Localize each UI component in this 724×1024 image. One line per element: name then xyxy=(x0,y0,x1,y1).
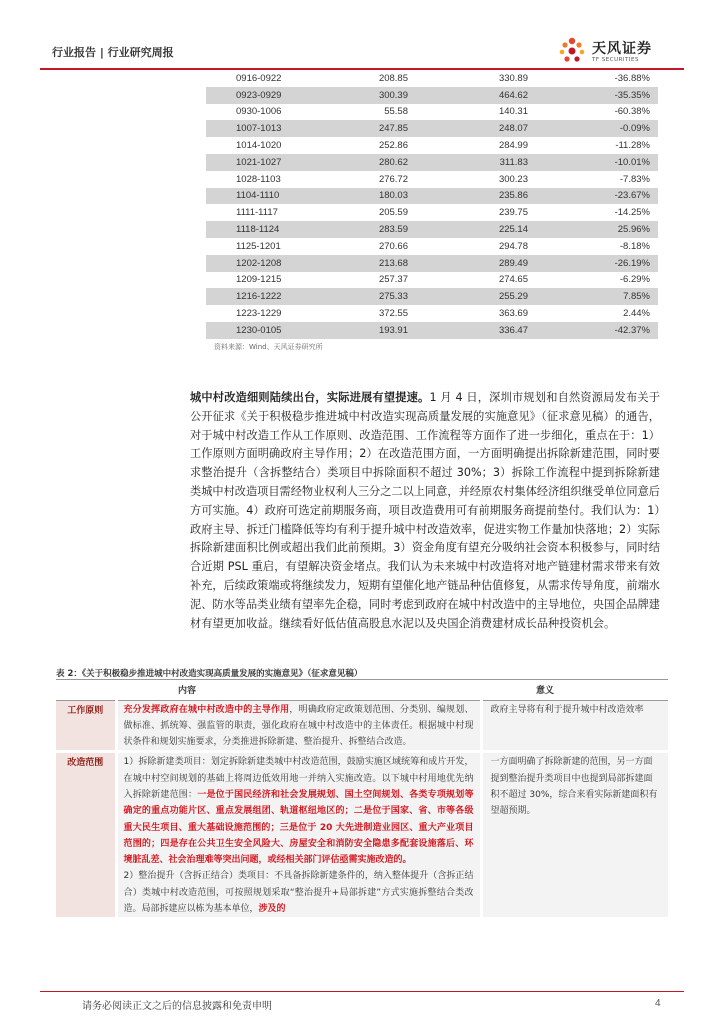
table-cell: 276.72 xyxy=(378,173,408,185)
table-cell: 300.23 xyxy=(498,173,528,185)
table-cell: 239.75 xyxy=(498,207,528,219)
table-row xyxy=(206,288,658,305)
table-cell: 1111-1117 xyxy=(236,207,278,219)
table-cell: 0916-0922 xyxy=(236,72,282,84)
table-cell: 1028-1103 xyxy=(236,173,281,185)
table-cell: 257.37 xyxy=(378,274,408,286)
table-row xyxy=(206,137,658,154)
footer-disclaimer: 请务必阅读正文之后的信息披露和免责申明 xyxy=(82,1001,272,1012)
table-cell: -35.35% xyxy=(528,87,658,104)
table-cell: 25.96% xyxy=(528,221,658,238)
table-cell: -14.25% xyxy=(614,207,650,219)
table-cell: 1118-1124 xyxy=(206,221,346,238)
table-cell: 280.62 xyxy=(346,154,408,171)
page-number: 4 xyxy=(655,998,661,1009)
table-cell: 1007-1013 xyxy=(206,120,346,137)
table-cell: -26.19% xyxy=(528,255,658,272)
table-cell: 330.89 xyxy=(498,72,528,84)
row-content xyxy=(116,700,481,752)
logo-text-cn: 天风证券 xyxy=(592,41,652,57)
table-row xyxy=(56,700,668,752)
table-row xyxy=(56,752,668,917)
table-cell: 2.44% xyxy=(623,308,650,320)
policy-table xyxy=(56,682,668,917)
table-cell: 1209-1215 xyxy=(236,274,282,286)
table-cell: -7.83% xyxy=(619,173,650,185)
page-header xyxy=(40,36,684,68)
table-row xyxy=(206,255,658,272)
table-cell: 255.29 xyxy=(408,288,528,305)
table-cell: 55.58 xyxy=(384,106,408,118)
content-highlight: 充分发挥政府在城中村改造中的主导作用 xyxy=(123,704,290,715)
row-meaning: 政府主导将有利于提升城中村改造效率 xyxy=(481,700,668,752)
table-cell: 0923-0929 xyxy=(206,87,346,104)
table2-header-meaning: 意义 xyxy=(481,682,668,700)
table-cell: 311.83 xyxy=(408,154,528,171)
table-cell: -36.88% xyxy=(614,72,650,84)
brand-logo xyxy=(534,36,674,68)
table-row xyxy=(206,305,658,322)
table2-caption: 表 2：《关于积极稳步推进城中村改造实现高质量发展的实施意见》（征求意见稿） xyxy=(56,669,363,679)
table-cell: -0.09% xyxy=(528,120,658,137)
table-cell: -60.38% xyxy=(614,106,650,118)
table-cell: 208.85 xyxy=(378,72,408,84)
table-row xyxy=(206,238,658,255)
table-cell: 248.07 xyxy=(408,120,528,137)
table-cell: 140.31 xyxy=(498,106,528,118)
table-cell: 270.66 xyxy=(378,240,408,252)
table-cell: 247.85 xyxy=(346,120,408,137)
table-row xyxy=(206,322,658,339)
table2-header-blank xyxy=(56,682,116,700)
table-cell: 252.86 xyxy=(378,140,408,152)
table-cell: -23.67% xyxy=(528,188,658,205)
table-cell: 205.59 xyxy=(378,207,408,219)
table-row xyxy=(206,70,658,87)
table-row xyxy=(206,87,658,104)
table-cell: 1125-1201 xyxy=(236,240,281,252)
table-cell: 1216-1222 xyxy=(206,288,346,305)
content-text: ，明确政府定政策划范围、分类别、编规划、做标准、抓统筹、强监管的职责，强化政府在城中村改造中的主体责任。根据城中村现状条件和规划实施要求，分类推进拆除新建、整治提升、拆整结合改造。 xyxy=(123,704,474,748)
table-row xyxy=(206,104,658,121)
table-cell: -6.29% xyxy=(619,274,650,286)
table-cell: -8.18% xyxy=(619,240,650,252)
table-cell: 294.78 xyxy=(498,240,528,252)
table-cell: 7.85% xyxy=(528,288,658,305)
table-cell: 1202-1208 xyxy=(206,255,346,272)
table-cell: 289.49 xyxy=(408,255,528,272)
table-cell: 213.68 xyxy=(346,255,408,272)
table2-header-content: 内容 xyxy=(116,682,481,700)
table-cell: 464.62 xyxy=(408,87,528,104)
content-highlight: 一是位于国民经济和社会发展规划、国土空间规划、各类专项规划等确定的重点功能片区、重点发展组团、轨道枢纽地区的；二是位于国家、省、市等各级重大民生项目、重大基础设施范围的；三是位于 20 大先进制造业园区、重大产业项目范围的；四是存在公共卫生安全风险大、房屋安全和消防安全隐患多配套设施落后、环境脏乱差、社会治理难等突出问题，或经相关部门评估亟需实施改造的。 xyxy=(123,789,474,866)
table-cell: 1021-1027 xyxy=(206,154,346,171)
table-cell: 284.99 xyxy=(498,140,528,152)
row-category: 改造范围 xyxy=(56,752,116,917)
table-row xyxy=(206,171,658,188)
content-text: 1）拆除新建类项目：划定拆除新建类城中村改造范围，鼓励实施区域统筹和成片开发，在城中村空间规划的基础上将周边低效用地一并纳入实施改造。以下城中村用地优先纳入拆除新建范围： xyxy=(123,757,474,800)
table-row xyxy=(206,204,658,221)
table-row xyxy=(206,188,658,205)
table-cell: 1223-1229 xyxy=(236,308,282,320)
table-cell: -11.28% xyxy=(615,140,650,152)
table-cell: 372.55 xyxy=(378,308,408,320)
table-cell: 1014-1020 xyxy=(236,140,282,152)
table-cell: 225.14 xyxy=(408,221,528,238)
table-cell: 283.59 xyxy=(346,221,408,238)
table-cell: 0930-1006 xyxy=(236,106,282,118)
row-category: 工作原则 xyxy=(56,700,116,752)
content-text: 2）整治提升（含拆正结合）类项目：不具备拆除新建条件的，纳入整体提升（含拆正结合）类城中村改造范围，可按照规划采取“整治提升+局部拆建”方式实施拆整结合类改造。局部拆建应以栋为基本单位， xyxy=(123,871,474,915)
table-cell: 235.86 xyxy=(408,188,528,205)
table-row xyxy=(206,221,658,238)
row-meaning: 一方面明确了拆除新建的范围，另一方面提到整治提升类项目中也提到局部拆建面积不超过 30%，综合来看实际新建面积有望超预期。 xyxy=(481,752,668,917)
table-cell: 193.91 xyxy=(346,322,408,339)
table-cell: 300.39 xyxy=(346,87,408,104)
analysis-paragraph xyxy=(190,389,660,633)
paragraph-body: 1 月 4 日，深圳市规划和自然资源局发布关于公开征求《关于积极稳步推进城中村改造实现高质量发展的实施意见》（征求意见稿）的通告，对于城中村改造工作从工作原则、改造范围、工作流程等方面作了进一步细化，重点在于：1）工作原则方面明确政府主导作用；2）在改造范围方面，一方面明确提出拆除新建范围，同时要求整治提升（含拆整结合）类项目中拆除面积不超过 30%；3）拆除工作流程中提到拆除新建类城中村改造项目需经物业权利人三分之二以上同意，并经原农村集体经济组织继受单位同意后方可实施。4）政府可选定前期服务商，项目改造费用可有前期服务商提前垫付。我们认为：1）政府主导、拆迁门槛降低等均有利于提升城中村改造效率，促进实物工作量加快落地；2）实际拆除新建面积比例或超出我们此前预期。3）资金角度有望充分吸纳社会资本积极参与，同时结合近期 PSL 重启，有望解决资金堵点。我们认为未来城中村改造将对地产链建材需求带来有效补充，后续政策端或将继续发力，短期有望催化地产链品种估值修复，从需求传导角度，前端水泥、防水等品类业绩有望率先企稳，同时考虑到政府在城中村改造中的主导地位，央国企品牌建材有望更加收益。继续看好低估值高股息水泥以及央国企消费建材成长品种投资机会。 xyxy=(190,391,660,630)
table-cell: -42.37% xyxy=(528,322,658,339)
table-cell: 1230-0105 xyxy=(206,322,346,339)
table-row xyxy=(206,120,658,137)
table-cell: 1104-1110 xyxy=(206,188,346,205)
table-cell: 336.47 xyxy=(408,322,528,339)
logo-flower-icon xyxy=(556,37,588,65)
row-content xyxy=(116,752,481,917)
table-cell: 274.65 xyxy=(498,274,528,286)
table2-top-rule xyxy=(56,679,668,680)
weekly-data-table xyxy=(206,70,658,339)
table-row xyxy=(206,154,658,171)
footer-divider xyxy=(40,991,684,992)
table-cell: 180.03 xyxy=(346,188,408,205)
table-row xyxy=(206,272,658,289)
logo-text-en: TF SECURITIES xyxy=(592,57,639,63)
table-source-note: 资料来源：Wind、天风证券研究所 xyxy=(214,343,323,351)
report-type-title: 行业报告 | 行业研究周报 xyxy=(52,46,174,59)
table-cell: 363.69 xyxy=(498,308,528,320)
paragraph-lead: 城中村改造细则陆续出台，实际进展有望提速。 xyxy=(190,391,430,404)
table-cell: -10.01% xyxy=(528,154,658,171)
table-cell: 275.33 xyxy=(346,288,408,305)
content-highlight: 涉及的 xyxy=(258,904,286,915)
